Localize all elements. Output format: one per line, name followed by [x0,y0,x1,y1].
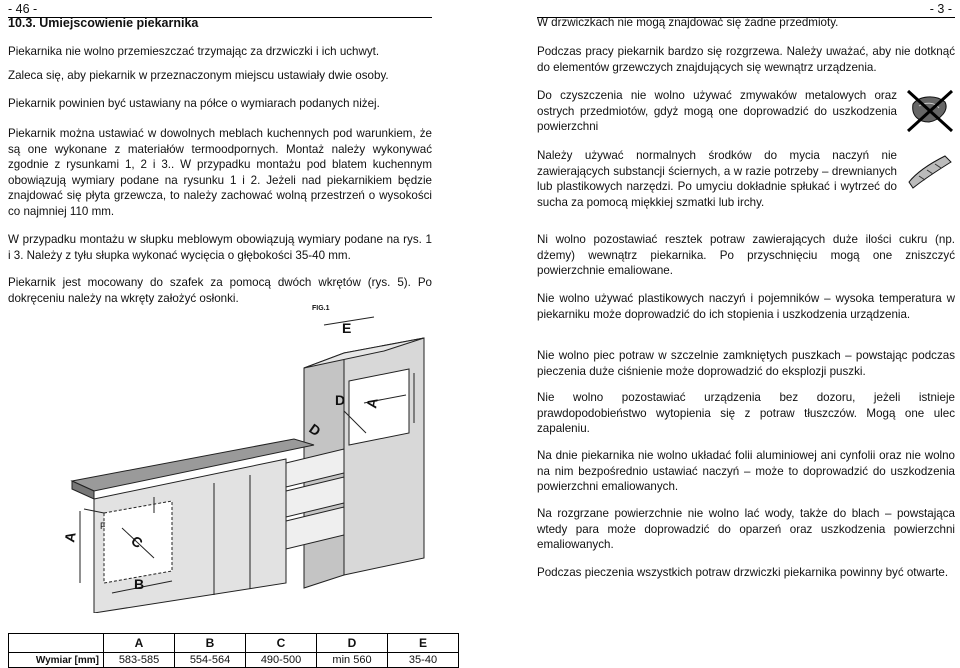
dimension-header-b: B [175,634,246,653]
left-paragraph-5: W przypadku montażu w słupku meblowym obowiązują wymiary podane na rys. 1 i 3. Należy z tyłu słupka wykonać wycięcia o głębokości 35-40 mm. [8,233,432,262]
page-number-left: - 46 - [8,2,38,16]
right-paragraph-11: Podczas pieczenia wszystkich potraw drzwiczki piekarnika powinny być otwarte. [537,566,949,579]
cleaning-tool-icon [905,150,955,190]
dimension-header-a: A [104,634,175,653]
figure-letter-b: B [134,576,145,592]
right-paragraph-4: Należy używać normalnych środków do mycia naczyń nie zawierających substancji ściernych, a w razie potrzeby – drewnianych lub plastikowych narzędzi. Po umyciu dokładnie spłukać i wytrzeć do sucha za pomocą miękkiej szmatki lub irchy. [537,149,897,209]
installation-drawing [54,313,434,613]
dimension-value-e: 35-40 [388,653,459,668]
dimension-header-c: C [246,634,317,653]
right-paragraph-10: Na rozgrzane powierzchnie nie wolno lać wody, także do blach – powstająca wtedy para może doprowadzić do oparzeń oraz uszkodzenia powierzchni emaliowanych. [537,507,955,551]
right-paragraph-7: Nie wolno piec potraw w szczelnie zamkniętych puszkach – powstając podczas pieczenia duże ciśnienie może doprowadzić do eksplozji puszki. [537,349,955,378]
left-paragraph-6: Piekarnik jest mocowany do szafek za pomocą dwóch wkrętów (rys. 5). Po dokręceniu należy na wkręty założyć osłonki. [8,276,432,305]
right-paragraph-6: Nie wolno używać plastikowych naczyń i pojemników – wysoka temperatura w piekarniku może doprowadzić do ich stopienia i uszkodzenia urządzenia. [537,292,955,321]
no-metal-scourer-icon [905,88,955,134]
dimension-value-c: 490-500 [246,653,317,668]
right-paragraph-3: Do czyszczenia nie wolno używać zmywaków metalowych oraz ostrych przedmiotów, gdyż mogą one doprowadzić do uszkodzenia powierzchni [537,89,897,133]
dimension-header-d: D [317,634,388,653]
dimensions-header-row [9,634,459,653]
dimension-header-e: E [388,634,459,653]
figure-letter-d-top: D [335,392,346,408]
dimension-value-b: 554-564 [175,653,246,668]
figure-letter-e: E [342,320,352,336]
dimensions-corner-cell [9,634,104,653]
figure-letter-a-right: A [363,396,381,410]
left-paragraph-4: Piekarnik można ustawiać w dowolnych meblach kuchennych pod warunkiem, że są one wykonane z materiałów termoodpornych. Montaż należy wykonywać zgodnie z rysunkami 1, 2 i 3.. W przypadku montażu pod blatem kuchennym obowiązują wymiary podane na rysunku 1 i 2. Jeżeli nad piekarnikiem będzie znajdować się płyta grzewcza, to należy zachować wolną przestrzeń o wysokości co najmniej 110 mm. [8,127,432,218]
right-paragraph-8: Nie wolno pozostawiać urządzenia bez dozoru, jeżeli istnieje prawdopodobieństwo wytopienia się z potraw tłuszczów. Mogą one ulec zapaleniu. [537,391,955,435]
figure-letter-a-left: A [61,530,79,544]
figure-label: FIG.1 [312,305,330,312]
section-title: 10.3. Umiejscowienie piekarnika [8,16,199,30]
dimensions-row-label: Wymiar [mm] [9,653,104,668]
dimension-value-a: 583-585 [104,653,175,668]
left-paragraph-3: Piekarnik powinien być ustawiany na półce o wymiarach podanych niżej. [8,97,380,110]
figure-letter-f: F [100,521,106,531]
figure-letter-d-side: D [306,420,324,440]
page-number-right: - 3 - [929,2,952,16]
left-paragraph-1: Piekarnika nie wolno przemieszczać trzymając za drzwiczki i ich uchwyt. [8,45,380,58]
dimension-value-d: min 560 [317,653,388,668]
left-paragraph-2: Zaleca się, aby piekarnik w przeznaczonym miejscu ustawiały dwie osoby. [8,69,389,82]
right-paragraph-1: W drzwiczkach nie mogą znajdować się żadne przedmioty. [537,16,839,29]
dimensions-table [8,633,459,668]
figure-letter-c: C [128,532,146,552]
right-paragraph-9: Na dnie piekarnika nie wolno układać folii aluminiowej ani cynfolii oraz nie wolno na nim bezpośrednio ustawiać naczyń – może to doprowadzić do uszkodzenia powierzchni emaliowanych. [537,449,955,493]
right-paragraph-5: Ni wolno pozostawiać resztek potraw zawierających duże ilości cukru (np. dżemy) wewnątrz piekarnika. Po przyschnięciu mogą one zniszczyć powierzchnie emaliowane. [537,233,955,277]
right-paragraph-2: Podczas pracy piekarnik bardzo się rozgrzewa. Należy uważać, aby nie dotknąć do elementów grzewczych znajdujących się wewnątrz urządzenia. [537,45,955,74]
dimensions-value-row [9,653,459,668]
